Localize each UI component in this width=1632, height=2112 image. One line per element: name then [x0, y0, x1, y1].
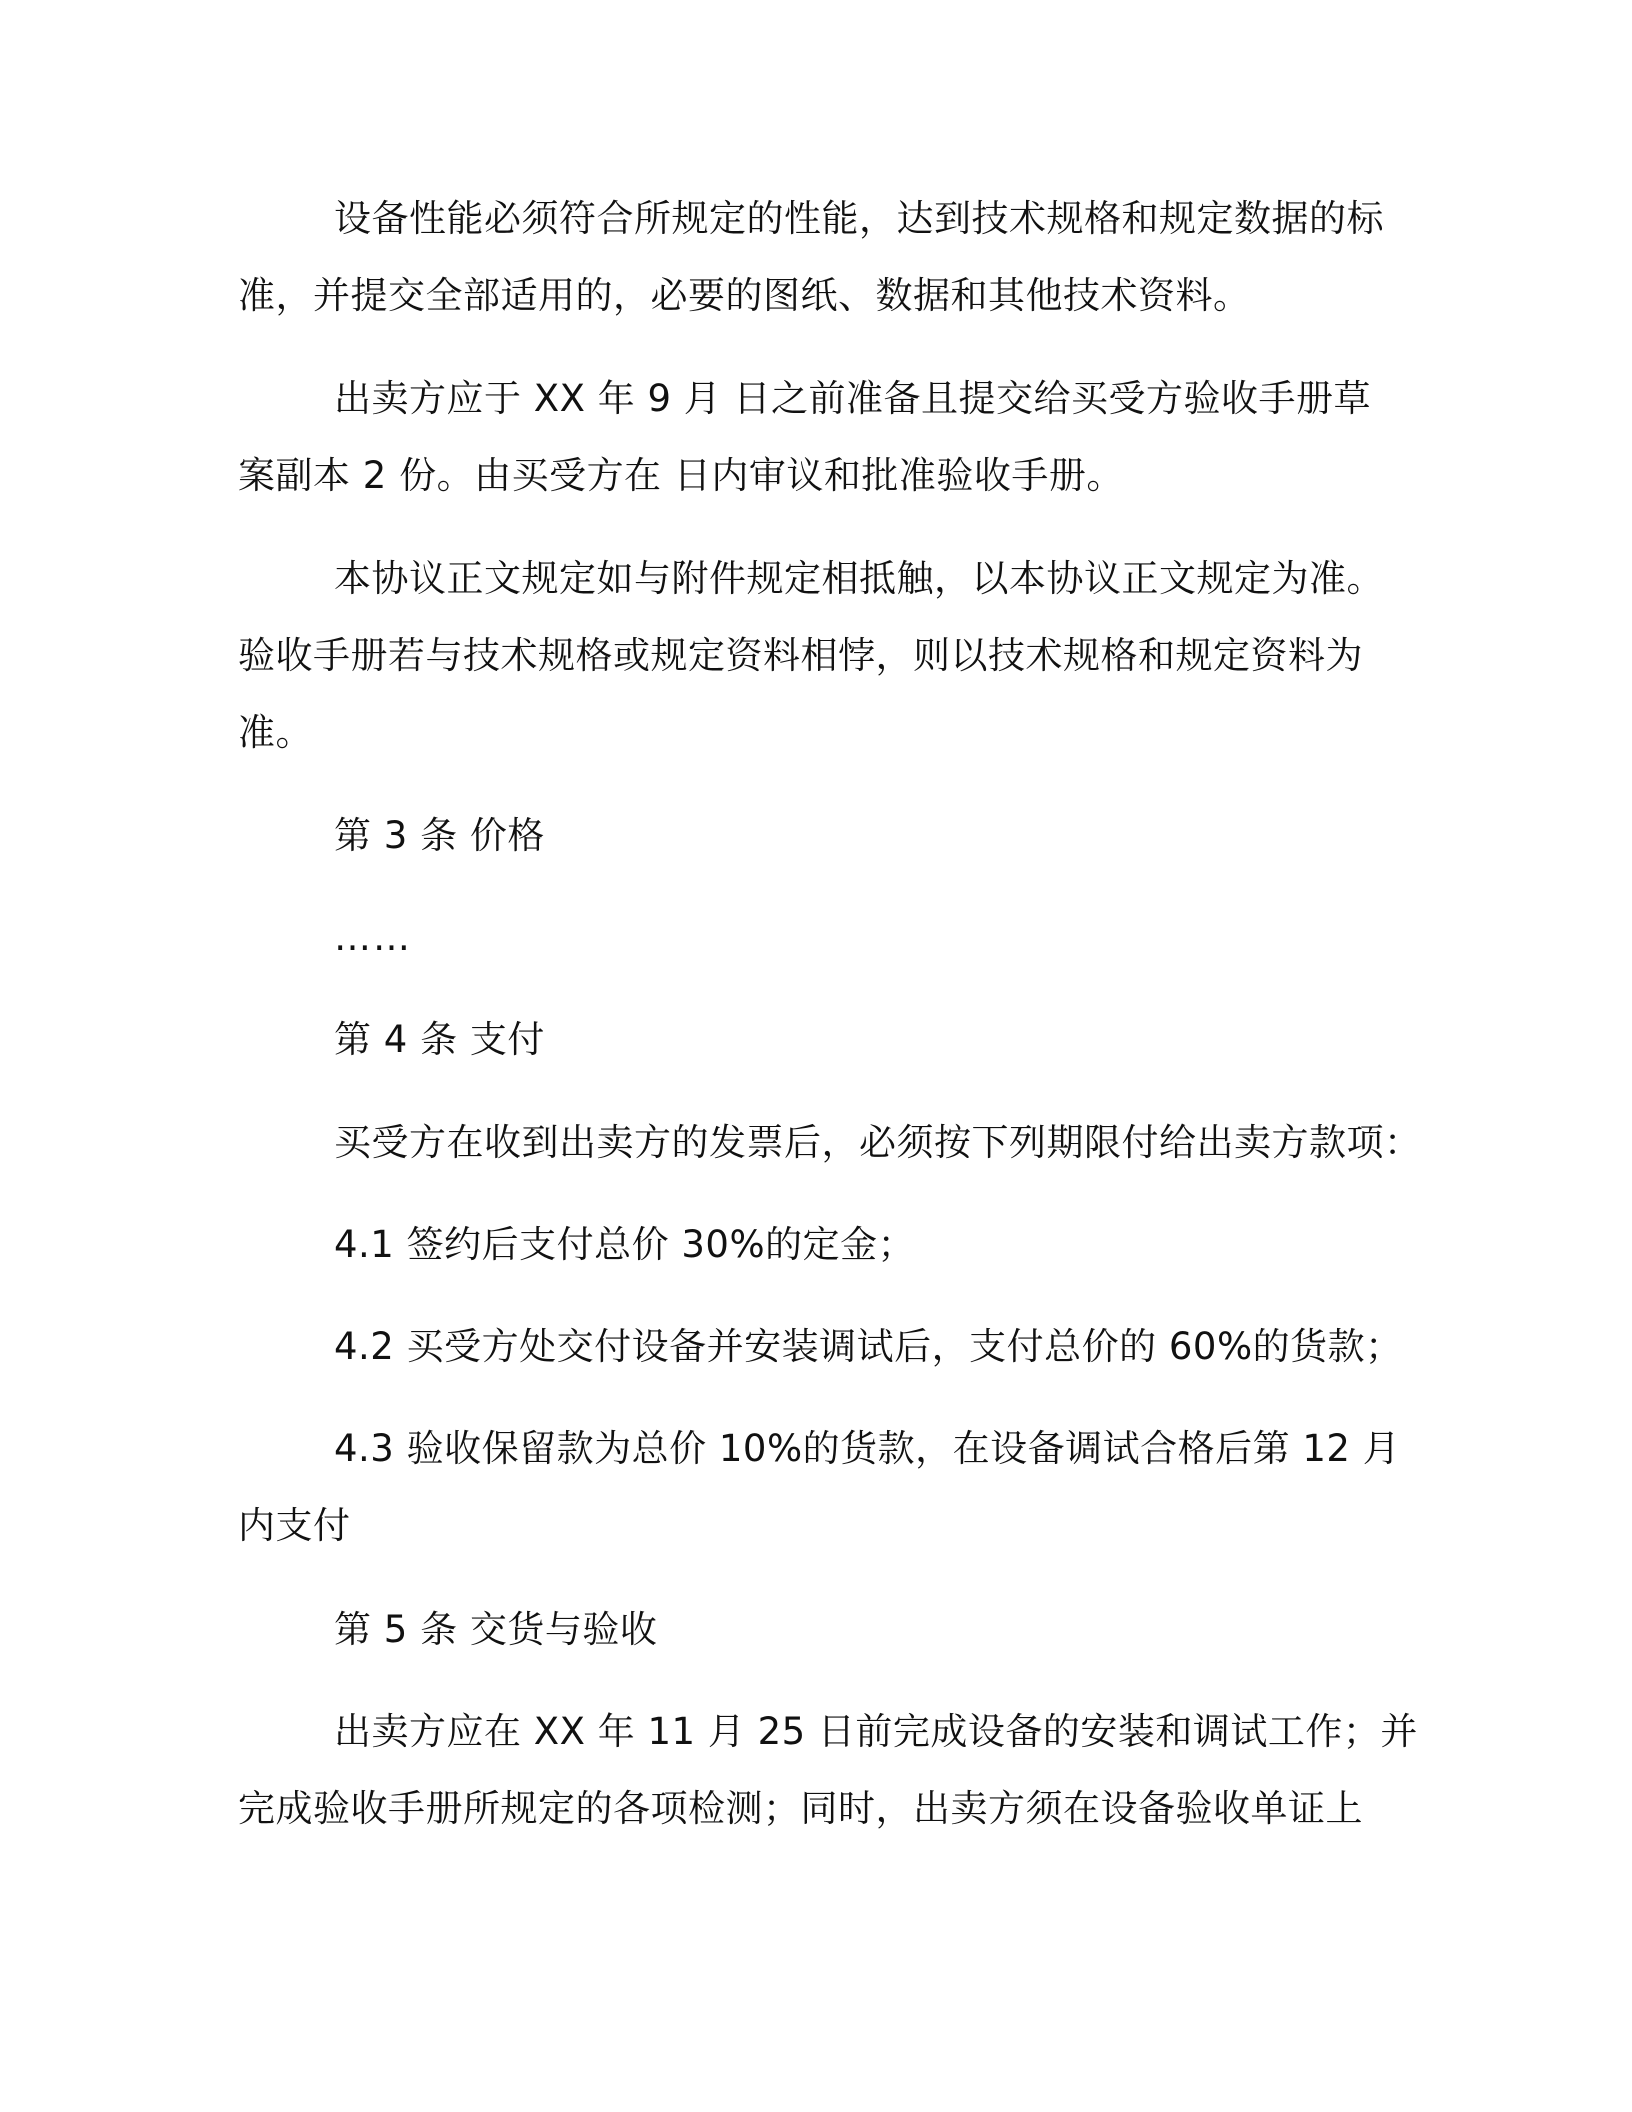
section-heading: 第 4 条 支付 [334, 1018, 545, 1061]
paragraph-line: 出卖方应在 XX 年 11 月 25 日前完成设备的安装和调试工作；并 [334, 1710, 1418, 1753]
paragraph-performance [238, 180, 1384, 334]
section-heading-payment [238, 1001, 1378, 1078]
paragraph-payment-intro [238, 1104, 1422, 1181]
paragraph-priority-rule [238, 540, 1384, 771]
paragraph-line: 案副本 2 份。由买受方在 日内审议和批准验收手册。 [238, 454, 1124, 497]
paragraph-line: 准，并提交全部适用的，必要的图纸、数据和其他技术资料。 [238, 274, 1251, 317]
paragraph-line: 准。 [238, 711, 313, 754]
paragraph-delivery [238, 1693, 1418, 1847]
section-heading: 第 5 条 交货与验收 [334, 1608, 658, 1651]
ellipsis-text: …… [334, 916, 412, 959]
paragraph-line: 4.1 签约后支付总价 30%的定金； [334, 1223, 916, 1266]
ellipsis-block [238, 899, 1378, 976]
payment-item-4-3 [238, 1410, 1401, 1564]
paragraph-line: 验收手册若与技术规格或规定资料相悖，则以技术规格和规定资料为 [238, 634, 1363, 677]
paragraph-acceptance-manual [238, 360, 1378, 514]
paragraph-line: 设备性能必须符合所规定的性能，达到技术规格和规定数据的标 [334, 197, 1384, 240]
paragraph-line: 出卖方应于 XX 年 9 月 日之前准备且提交给买受方验收手册草 [334, 377, 1372, 420]
paragraph-line: 4.2 买受方处交付设备并安装调试后，支付总价的 60%的货款； [334, 1325, 1403, 1368]
paragraph-line: 4.3 验收保留款为总价 10%的货款，在设备调试合格后第 12 月 [334, 1427, 1401, 1470]
payment-item-4-1 [238, 1206, 1378, 1283]
paragraph-line: 买受方在收到出卖方的发票后，必须按下列期限付给出卖方款项： [334, 1121, 1422, 1164]
paragraph-line: 本协议正文规定如与附件规定相抵触，以本协议正文规定为准。 [334, 557, 1384, 600]
section-heading-delivery [238, 1591, 1378, 1668]
paragraph-line: 内支付 [238, 1504, 351, 1547]
payment-item-4-2 [238, 1308, 1403, 1385]
paragraph-line: 完成验收手册所规定的各项检测；同时，出卖方须在设备验收单证上 [238, 1787, 1363, 1830]
section-heading: 第 3 条 价格 [334, 814, 545, 857]
section-heading-price [238, 797, 1378, 874]
